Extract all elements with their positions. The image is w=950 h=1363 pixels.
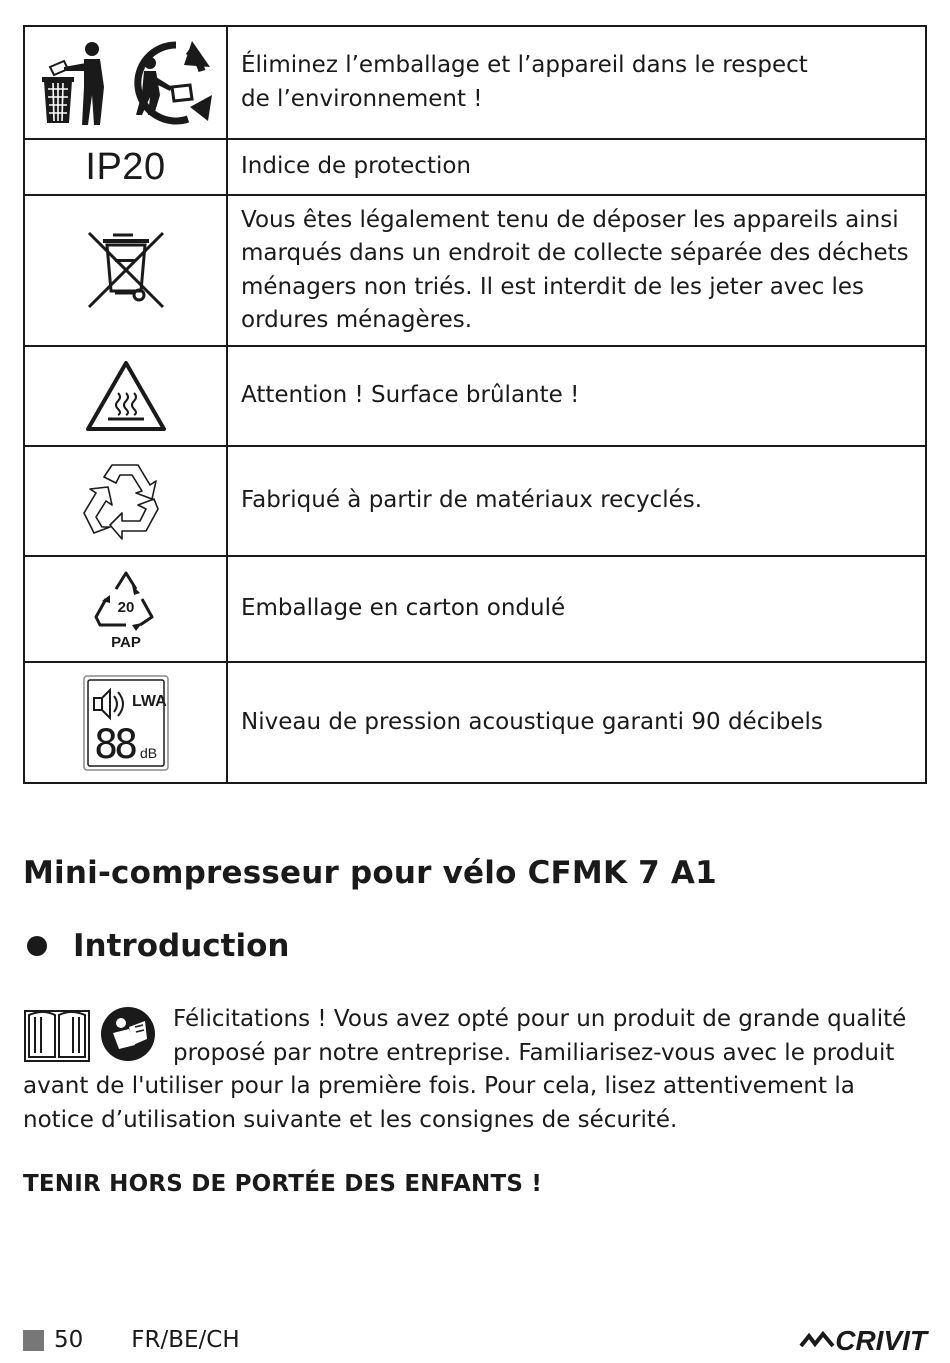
- icon-cell: [24, 662, 227, 783]
- description-line: Éliminez l’emballage et l’appareil dans le respect: [241, 52, 808, 78]
- symbol-description: [227, 556, 926, 662]
- brand-mark-icon: [799, 1330, 835, 1352]
- symbol-row: [24, 195, 926, 346]
- description-line: ordures ménagères.: [241, 307, 473, 333]
- symbol-row: [24, 556, 926, 662]
- read-manual-icon: [99, 1005, 157, 1063]
- hot-surface-warning-icon: [84, 359, 168, 433]
- icon-cell: [24, 139, 227, 195]
- dispose-recycle-icon: [38, 37, 214, 129]
- ip20-label: IP20: [85, 145, 166, 188]
- intro-paragraph: [23, 1003, 923, 1137]
- description-line: Vous êtes légalement tenu de déposer les appareils ainsi: [241, 206, 899, 233]
- intro-icons: [23, 1003, 157, 1063]
- recycling-arrows-icon: [82, 459, 170, 543]
- icon-cell: [24, 346, 227, 446]
- symbol-row: [24, 446, 926, 556]
- pap-number: 20: [117, 599, 134, 616]
- symbol-description: [227, 446, 926, 556]
- description-line: Attention ! Surface brûlante !: [241, 382, 580, 409]
- sound-level-unit: dB: [139, 744, 157, 761]
- symbols-table: [23, 25, 927, 784]
- symbol-row: [24, 346, 926, 446]
- icon-cell: [24, 556, 227, 662]
- open-book-icon: [23, 1005, 91, 1063]
- brand-name: CRIVIT: [835, 1325, 927, 1356]
- footer-marker-icon: [23, 1330, 44, 1351]
- symbol-description: [227, 346, 926, 446]
- section-title: Introduction: [73, 928, 290, 964]
- symbol-description: [227, 662, 926, 783]
- description-line: marqués dans un endroit de collecte séparée des déchets: [241, 240, 909, 266]
- description-line: Indice de protection: [241, 153, 472, 180]
- intro-text: Félicitations ! Vous avez opté pour un produit de grande qualité proposé par notre entreprise. Familiarisez-vous avec le produit avant de l'utiliser pour la première fois. Pour cela, lisez attentivement la notice d’utilisation suivante et les consignes de sécurité.: [23, 1006, 907, 1133]
- description-line: Emballage en carton ondulé: [241, 595, 566, 622]
- symbol-description: [227, 26, 926, 139]
- pap-label: PAP: [110, 634, 141, 651]
- page-footer: [23, 1327, 240, 1353]
- icon-cell: [24, 446, 227, 556]
- symbol-row: [24, 662, 926, 783]
- symbol-row: [24, 139, 926, 195]
- language-code: FR/BE/CH: [131, 1327, 240, 1353]
- brand-logo: [799, 1325, 927, 1357]
- icon-cell: [24, 195, 227, 346]
- crossed-wheelie-bin-icon: [85, 231, 167, 311]
- description-line: Niveau de pression acoustique garanti 90 décibels: [241, 708, 823, 735]
- section-heading: [23, 928, 289, 964]
- pap20-recycling-icon: [90, 567, 162, 651]
- description-line: de l’environnement !: [241, 85, 483, 112]
- description-line: Fabriqué à partir de matériaux recyclés.: [241, 487, 703, 514]
- symbol-row: [24, 26, 926, 139]
- symbol-description: [227, 139, 926, 195]
- lwa-label: LWA: [131, 692, 167, 710]
- page-number: 50: [54, 1327, 84, 1353]
- child-warning: TENIR HORS DE PORTÉE DES ENFANTS !: [23, 1171, 543, 1197]
- sound-power-level-icon: [82, 674, 170, 772]
- description-line: ménagers non triés. Il est interdit de les jeter avec les: [241, 273, 865, 300]
- product-title: Mini-compresseur pour vélo CFMK 7 A1: [23, 855, 717, 891]
- bullet-icon: [27, 936, 47, 956]
- icon-cell: [24, 26, 227, 139]
- symbol-description: [227, 195, 926, 346]
- sound-level-value: 88: [93, 721, 134, 768]
